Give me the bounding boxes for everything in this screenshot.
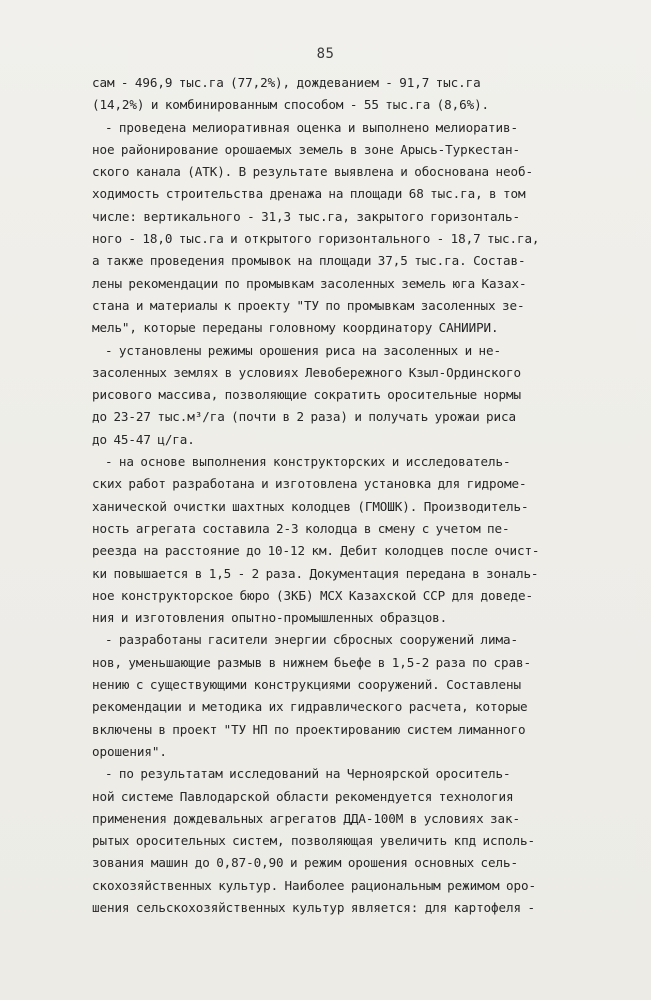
text-line: ное районирование орошаемых земель в зоне Арысь-Туркестан- — [92, 141, 520, 157]
text-line: - разработаны гасители энергии сбросных сооружений лима- — [92, 632, 518, 648]
text-line: рисового массива, позволяющие сократить оросительные нормы — [92, 387, 521, 403]
text-line: ния и изготовления опытно-промышленных образцов. — [92, 610, 448, 626]
text-line: включены в проект "ТУ НП по проектированию систем лиманного — [92, 721, 526, 737]
text-line: ки повышается в 1,5 - 2 раза. Документация передана в зональ- — [92, 565, 539, 581]
text-line: реезда на расстояние до 10-12 км. Дебит колодцев после очист- — [92, 543, 540, 559]
text-line: орошения". — [92, 743, 167, 759]
text-line: числе: вертикального - 31,3 тыс.га, закрытого горизонталь- — [92, 208, 520, 224]
text-line: зования машин до 0,87-0,90 и режим орошения основных сель- — [92, 855, 518, 871]
text-line: нов, уменьшающие размыв в нижнем бьефе в 1,5-2 раза по срав- — [92, 654, 531, 670]
text-line: ной системе Павлодарской области рекомендуется технология — [92, 788, 514, 804]
text-line: сам - 496,9 тыс.га (77,2%), дождеванием - 91,7 тыс.га — [92, 75, 481, 90]
text-line: мель", которые переданы головному координатору САНИИРИ. — [92, 320, 499, 336]
body-text — [92, 72, 572, 919]
text-line: ное конструкторское бюро (ЗКБ) МСХ Казахской ССР для доведе- — [92, 587, 533, 603]
text-line: - на основе выполнения конструкторских и исследователь- — [92, 454, 511, 470]
text-line: ность агрегата составила 2-3 колодца в смену с учетом пе- — [92, 520, 510, 536]
text-line: рекомендации и методика их гидравлического расчета, которые — [92, 699, 528, 715]
text-line: применения дождевальных агрегатов ДДА-100М в условиях зак- — [92, 810, 520, 826]
text-line: шения сельскохозяйственных культур является: для картофеля - — [92, 899, 535, 915]
text-line: ханической очистки шахтных колодцев (ГМОШК). Производитель- — [92, 498, 529, 514]
text-line: - по результатам исследований на Черноярской ороситель- — [92, 766, 511, 782]
text-line: рытых оросительных систем, позволяющая увеличить кпд исполь- — [92, 833, 535, 849]
text-line: ского канала (АТК). В результате выявлена и обоснована необ- — [92, 164, 533, 180]
page-number: 85 — [316, 46, 335, 62]
text-line: а также проведения промывок на площади 37,5 тыс.га. Состав- — [92, 253, 526, 269]
text-line: до 45-47 ц/га. — [92, 431, 195, 447]
text-line: стана и материалы к проекту "ТУ по промывкам засоленных зе- — [92, 297, 525, 313]
text-line: нению с существующими конструкциями сооружений. Составлены — [92, 677, 521, 693]
text-line: засоленных землях в условиях Левобережного Кзыл-Ординского — [92, 364, 521, 380]
text-line: ских работ разработана и изготовлена установка для гидроме- — [92, 476, 527, 492]
text-line: (14,2%) и комбинированным способом - 55 тыс.га (8,6%). — [92, 97, 490, 113]
text-line: - проведена мелиоративная оценка и выполнено мелиоратив- — [92, 119, 518, 135]
text-line: лены рекомендации по промывкам засоленных земель юга Казах- — [92, 275, 527, 291]
text-line: до 23-27 тыс.м³/га (почти в 2 раза) и получать урожаи риса — [92, 409, 516, 425]
text-line: скохозяйственных культур. Наиболее рациональным режимом оро- — [92, 877, 536, 893]
text-line: ного - 18,0 тыс.га и открытого горизонтального - 18,7 тыс.га, — [92, 231, 540, 247]
text-line: ходимость строительства дренажа на площади 68 тыс.га, в том — [92, 186, 526, 202]
text-line: - установлены режимы орошения риса на засоленных и не- — [92, 342, 501, 358]
